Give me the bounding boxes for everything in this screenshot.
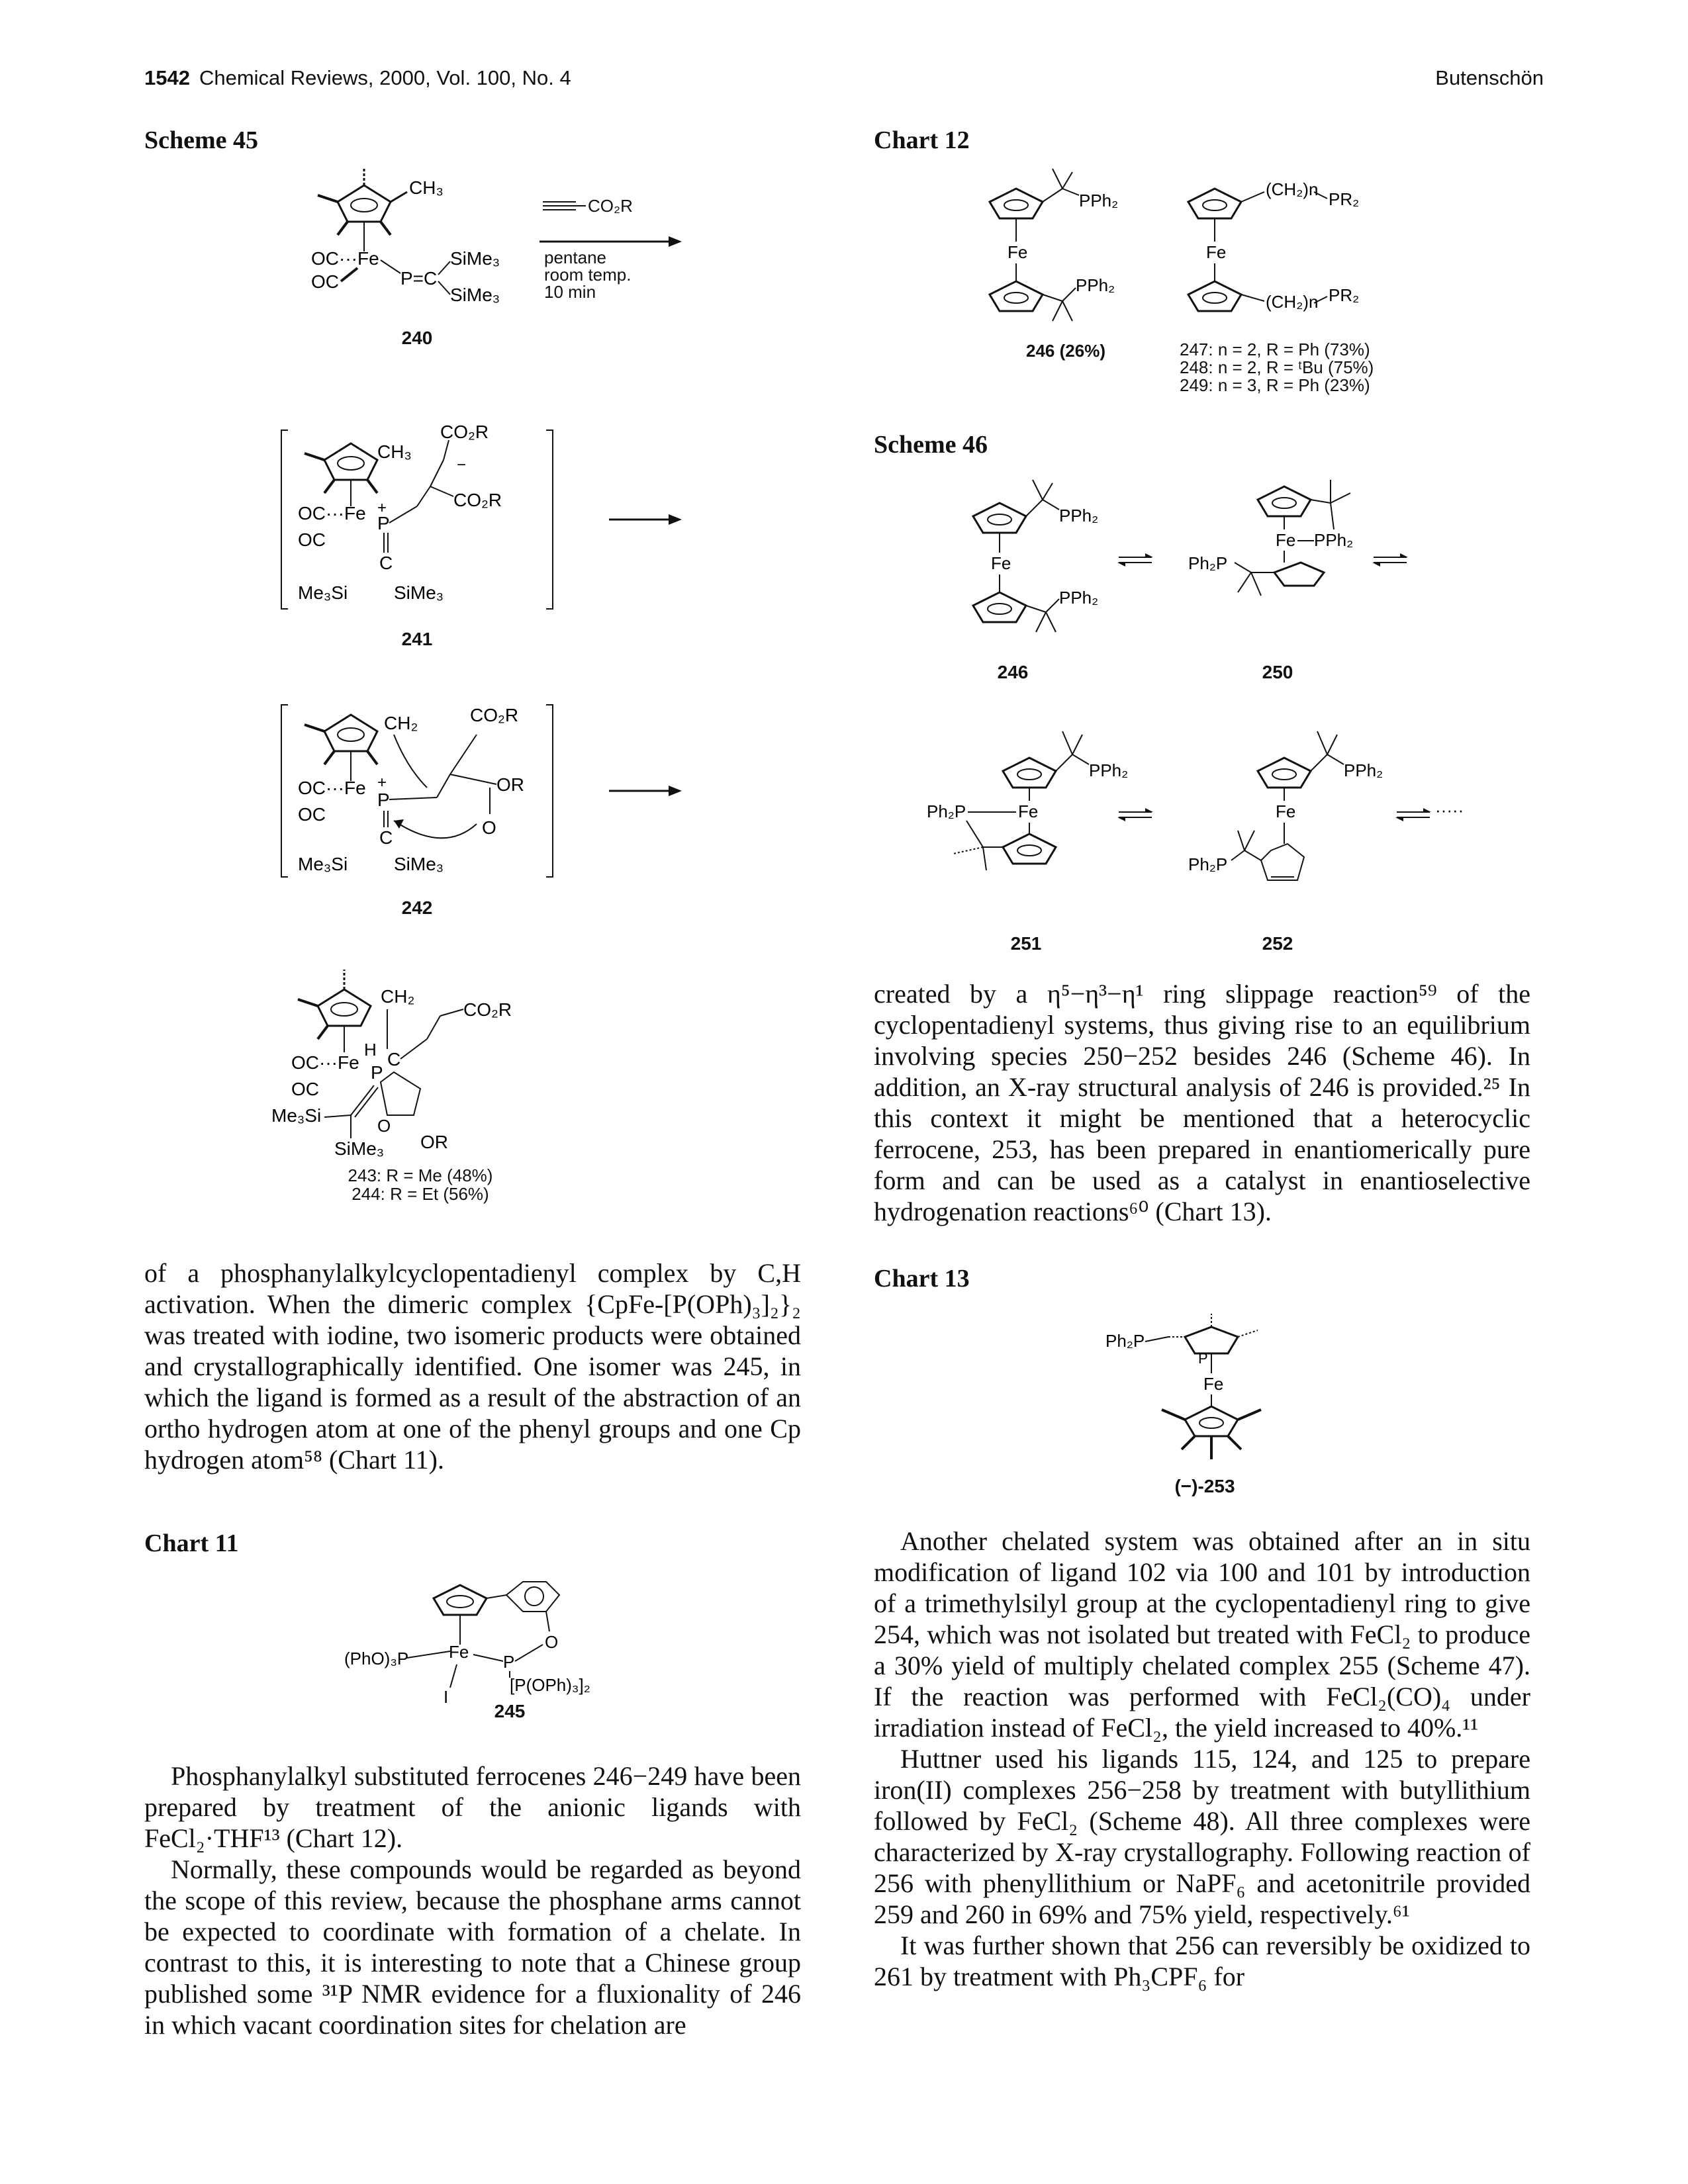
svg-text:Ph₂P: Ph₂P <box>1188 854 1228 874</box>
svg-text:Fe: Fe <box>1276 530 1296 550</box>
compound-label-246-scheme: 246 <box>997 662 1029 682</box>
svg-text:OC···Fe: OC···Fe <box>311 248 379 269</box>
svg-text:(PhO)₃P: (PhO)₃P <box>344 1649 409 1668</box>
svg-text:CH₃: CH₃ <box>377 441 412 462</box>
svg-text:Fe: Fe <box>991 553 1011 573</box>
paragraph-245-description: of a phosphanylalkylcyclopentadienyl complex by C,H activation. When the dimeric complex {CpFe-[P(OPh)₃]₂}₂ was treated with iodine, two isomeric products were obtained and crystallographically identified. One isomer was 245, in which the ligand is formed as a result of the abstraction of an ortho hydrogen atom at one of the phenyl groups and one Cp hydrogen atom⁵⁸ (Chart 11). <box>144 1258 801 1475</box>
compound-247: 247: n = 2, R = Ph (73%) <box>1180 340 1370 359</box>
scheme-45-structure-242 <box>278 702 688 880</box>
svg-text:CH₂: CH₂ <box>381 986 415 1007</box>
svg-text:OC···Fe: OC···Fe <box>291 1052 359 1073</box>
svg-text:OC···Fe: OC···Fe <box>298 503 366 523</box>
scheme-45-structure-241 <box>278 424 688 615</box>
svg-text:Me₃Si: Me₃Si <box>298 582 348 603</box>
paragraph-ring-slippage: created by a η⁵−η³−η¹ ring slippage reaction⁵⁹ of the cyclopentadienyl systems, thus giving rise to an equilibrium involving species 250−252 besides 246 (Scheme 46). In addition, an X-ray structural analysis of 246 is provided.²⁵ In this context it might be mentioned that a heterocyclic ferrocene, 253, has been prepared in enantiomerically pure form and can be used as a catalyst in enantioselective hydrogenation reactions⁶⁰ (Chart 13). <box>874 979 1530 1226</box>
running-header-author: Butenschön <box>1435 66 1544 89</box>
svg-text:I: I <box>444 1687 449 1707</box>
compound-label-240: 240 <box>401 328 433 348</box>
product-244: 244: R = Et (56%) <box>352 1184 489 1204</box>
svg-text:(CH₂)n: (CH₂)n <box>1266 292 1319 312</box>
svg-text:OC···Fe: OC···Fe <box>298 778 366 798</box>
svg-text:OC: OC <box>298 804 326 825</box>
svg-text:P=C: P=C <box>400 268 438 289</box>
compound-label-245: 245 <box>494 1701 526 1721</box>
compound-label-250: 250 <box>1262 662 1293 682</box>
chart-13-structure-253 <box>1105 1314 1317 1466</box>
svg-text:SiMe₃: SiMe₃ <box>394 854 444 874</box>
svg-text:SiMe₃: SiMe₃ <box>394 582 444 603</box>
svg-text:PR₂: PR₂ <box>1329 285 1360 305</box>
svg-text:P: P <box>377 513 390 533</box>
svg-text:PPh₂: PPh₂ <box>1076 275 1115 295</box>
scheme-45-structure-243-244 <box>271 956 583 1185</box>
svg-text:CH₂: CH₂ <box>384 713 418 733</box>
paragraph-oxidation: It was further shown that 256 can reversibly be oxidized to 261 by treatment with Ph₃CPF₆ for <box>874 1931 1530 1991</box>
svg-text:Ph₂P: Ph₂P <box>1188 553 1228 573</box>
svg-text:+: + <box>377 774 387 792</box>
compound-label-253: (−)-253 <box>1174 1476 1235 1496</box>
svg-text:O: O <box>482 817 496 838</box>
compound-label-252: 252 <box>1262 933 1293 954</box>
chart-12-structures <box>980 159 1443 357</box>
svg-text:Fe: Fe <box>1018 801 1039 821</box>
compound-249: 249: n = 3, R = Ph (23%) <box>1180 375 1370 395</box>
svg-text:+: + <box>377 499 387 517</box>
compound-label-251: 251 <box>1010 933 1042 954</box>
product-243: 243: R = Me (48%) <box>348 1165 493 1185</box>
compound-248: 248: n = 2, R = ᵗBu (75%) <box>1180 357 1374 377</box>
svg-text:·····: ····· <box>1435 800 1464 820</box>
svg-text:Fe: Fe <box>449 1642 469 1662</box>
reaction-conditions <box>544 249 632 300</box>
compound-label-241: 241 <box>401 629 433 649</box>
svg-text:P: P <box>371 1062 383 1083</box>
svg-text:P: P <box>503 1652 515 1672</box>
condition-temperature: room temp. <box>544 265 632 285</box>
svg-text:Fe: Fe <box>1203 1374 1224 1394</box>
paragraph-fluxionality: Normally, these compounds would be regarded as beyond the scope of this review, because the phosphane arms cannot be expected to coordinate with formation of a chelate. In contrast to this, it is interesting to note that a Chinese group published some ³¹P NMR evidence for a fluxionality of 246 in which vacant coordination sites for chelation are <box>144 1854 801 2040</box>
svg-text:CO₂R: CO₂R <box>440 424 489 442</box>
paragraph-huttner-ligands: Huttner used his ligands 115, 124, and 125 to prepare iron(II) complexes 256−258 by treatment with butyllithium followed by FeCl₂ (Scheme 48). All three complexes were characterized by X-ray crystallography. Following reaction of 256 with phenyllithium or NaPF₆ and acetonitrile provided 259 and 260 in 69% and 75% yield, respectively.⁶¹ <box>874 1744 1530 1929</box>
svg-text:SiMe₃: SiMe₃ <box>450 285 500 305</box>
scheme-46-title: Scheme 46 <box>874 431 988 459</box>
svg-text:OC: OC <box>298 529 326 550</box>
svg-text:SiMe₃: SiMe₃ <box>334 1138 385 1159</box>
svg-text:Me₃Si: Me₃Si <box>271 1105 322 1126</box>
svg-text:OR: OR <box>496 774 524 795</box>
product-yields-243-244 <box>331 1166 510 1203</box>
svg-text:[P(OPh)₃]₂: [P(OPh)₃]₂ <box>510 1675 590 1695</box>
svg-text:OR: OR <box>420 1132 448 1152</box>
svg-text:Me₃Si: Me₃Si <box>298 854 348 874</box>
paragraph-chelated-system: Another chelated system was obtained after an in situ modification of ligand 102 via 100 and 101 by introduction of a trimethylsilyl group at the cyclopentadienyl ring to give 254, which was not isolated but treated with FeCl₂ to produce a 30% yield of multiply chelated complex 255 (Scheme 47). If the reaction was performed with FeCl₂(CO)₄ under irradiation instead of FeCl₂, the yield increased to 40%.¹¹ <box>874 1526 1530 1743</box>
svg-text:Fe: Fe <box>1008 242 1028 262</box>
compound-list-247-249 <box>1180 341 1418 394</box>
svg-text:C: C <box>379 553 393 573</box>
svg-text:P: P <box>1198 1350 1208 1367</box>
chart-12-title: Chart 12 <box>874 126 970 154</box>
running-header-left <box>144 66 571 90</box>
svg-text:O: O <box>377 1116 391 1136</box>
compound-label-246-yield: 246 (26%) <box>1026 341 1105 361</box>
svg-text:O: O <box>545 1632 559 1652</box>
compound-label-242: 242 <box>401 897 433 918</box>
right-column-text-2 <box>874 1525 1530 1992</box>
svg-text:SiMe₃: SiMe₃ <box>450 248 500 269</box>
scheme-46-row-2 <box>927 718 1470 936</box>
svg-text:−: − <box>457 456 467 474</box>
right-column-text-1 <box>874 978 1530 1227</box>
condition-time: 10 min <box>544 282 596 302</box>
chart-13-title: Chart 13 <box>874 1265 970 1293</box>
page-number: 1542 <box>144 66 190 89</box>
svg-text:PR₂: PR₂ <box>1329 189 1360 209</box>
svg-text:PPh₂: PPh₂ <box>1059 588 1099 608</box>
svg-text:PPh₂: PPh₂ <box>1344 760 1383 780</box>
svg-text:PPh₂: PPh₂ <box>1079 191 1119 210</box>
svg-text:CO₂R: CO₂R <box>453 490 502 510</box>
scheme-45-title: Scheme 45 <box>144 126 259 154</box>
svg-text:OC: OC <box>291 1079 319 1099</box>
svg-text:C: C <box>379 827 393 848</box>
svg-text:P: P <box>377 790 390 810</box>
chart-11-structure-245 <box>344 1578 642 1711</box>
svg-text:Fe: Fe <box>1276 801 1296 821</box>
svg-text:PPh₂: PPh₂ <box>1059 506 1099 525</box>
paragraph-246-249-prep: Phosphanylalkyl substituted ferrocenes 246−249 have been prepared by treatment of the anionic ligands with FeCl₂·THF¹³ (Chart 12). <box>144 1761 801 1853</box>
svg-text:PPh₂: PPh₂ <box>1089 760 1129 780</box>
svg-text:CH₃: CH₃ <box>409 177 444 198</box>
left-column-text-1 <box>144 1257 801 1475</box>
svg-text:Ph₂P: Ph₂P <box>1105 1331 1145 1351</box>
svg-text:H: H <box>364 1040 377 1060</box>
journal-citation: Chemical Reviews, 2000, Vol. 100, No. 4 <box>199 66 571 89</box>
condition-solvent: pentane <box>544 248 606 267</box>
left-column-text-2 <box>144 1760 801 2040</box>
reagent-label: CO₂R <box>588 196 633 216</box>
scheme-46-row-1 <box>927 463 1470 675</box>
svg-text:CO₂R: CO₂R <box>470 705 519 725</box>
svg-text:C: C <box>387 1049 401 1069</box>
svg-text:Fe: Fe <box>1206 242 1227 262</box>
chart-11-title: Chart 11 <box>144 1529 239 1557</box>
svg-text:CO₂R: CO₂R <box>463 999 512 1020</box>
svg-text:Ph₂P: Ph₂P <box>927 801 966 821</box>
svg-text:PPh₂: PPh₂ <box>1314 530 1354 550</box>
svg-text:OC: OC <box>311 271 339 292</box>
svg-text:(CH₂)n: (CH₂)n <box>1266 179 1319 199</box>
